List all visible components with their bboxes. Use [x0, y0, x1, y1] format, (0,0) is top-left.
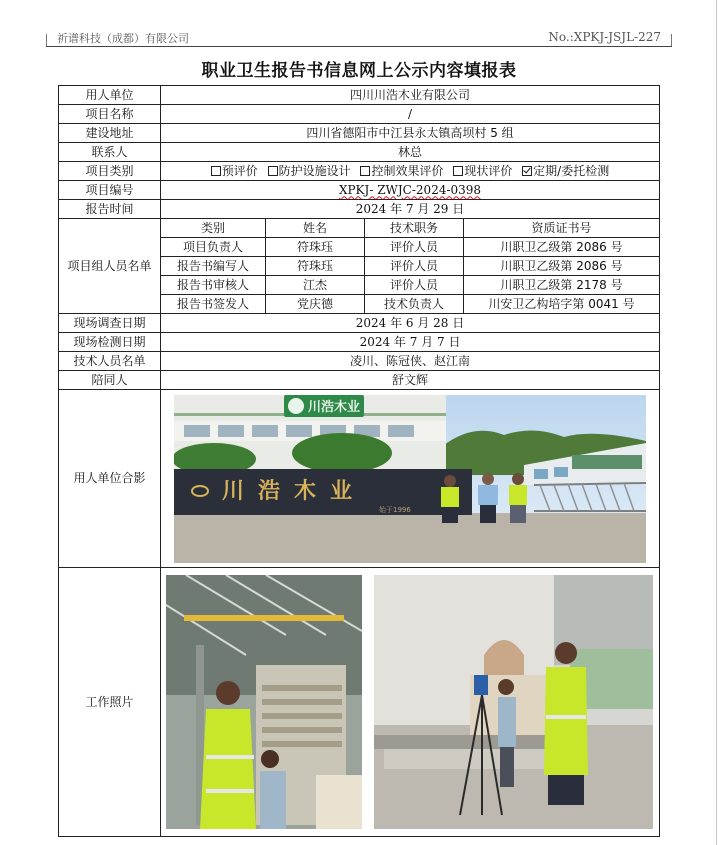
checkbox-icon[interactable] — [453, 166, 463, 176]
checkbox-icon[interactable] — [268, 166, 278, 176]
group-photo — [174, 395, 646, 563]
label-test-date: 现场检测日期 — [59, 333, 161, 352]
crop-mark-right — [671, 34, 672, 46]
work-photos-cell — [161, 568, 660, 837]
company-sign-subtext: 始于1996 — [379, 505, 411, 514]
label-category: 项目类别 — [59, 162, 161, 181]
member-role: 报告书编写人 — [161, 257, 266, 276]
member-name: 符珠珏 — [266, 257, 365, 276]
value-tech-staff: 凌川、陈冠侠、赵江南 — [161, 352, 660, 371]
header-doc-number: No.:XPKJ-JSJL-227 — [548, 30, 661, 44]
row-address — [59, 124, 660, 143]
member-name: 党庆德 — [266, 295, 365, 314]
row-employer — [59, 86, 660, 105]
member-cert: 川安卫乙构培字第 0041 号 — [464, 295, 660, 314]
label-report-time: 报告时间 — [59, 200, 161, 219]
value-survey-date: 2024 年 6 月 28 日 — [161, 314, 660, 333]
row-survey-date — [59, 314, 660, 333]
work-photo-1 — [166, 575, 362, 829]
row-team-header — [59, 219, 660, 238]
option-control-effect[interactable]: 控制效果评价 — [360, 164, 443, 178]
value-report-time: 2024 年 7 月 29 日 — [161, 200, 660, 219]
label-group-photo: 用人单位合影 — [59, 390, 161, 568]
row-test-date — [59, 333, 660, 352]
form-title: 职业卫生报告书信息网上公示内容填报表 — [201, 61, 517, 81]
member-cert: 川职卫乙级第 2178 号 — [464, 276, 660, 295]
value-project-name: / — [161, 105, 660, 124]
checkbox-icon[interactable] — [211, 166, 221, 176]
row-category — [59, 162, 660, 181]
work-photos-row — [161, 575, 659, 829]
member-title: 评价人员 — [365, 238, 464, 257]
label-work-photos: 工作照片 — [59, 568, 161, 837]
value-project-no — [161, 181, 660, 200]
label-team: 项目组人员名单 — [59, 219, 161, 314]
group-photo-cell — [161, 390, 660, 568]
member-role: 报告书审核人 — [161, 276, 266, 295]
label-escort: 陪同人 — [59, 371, 161, 390]
value-test-date: 2024 年 7 月 7 日 — [161, 333, 660, 352]
value-employer: 四川川浩木业有限公司 — [161, 86, 660, 105]
team-header-name: 姓名 — [266, 219, 365, 238]
member-cert: 川职卫乙级第 2086 号 — [464, 257, 660, 276]
project-no-text: XPKJ- ZWJC-2024-0398 — [338, 182, 482, 197]
member-cert: 川职卫乙级第 2086 号 — [464, 238, 660, 257]
label-address: 建设地址 — [59, 124, 161, 143]
member-role: 项目负责人 — [161, 238, 266, 257]
row-work-photos — [59, 568, 660, 837]
work-photo-2 — [374, 575, 653, 829]
team-header-cert: 资质证书号 — [464, 219, 660, 238]
row-tech-staff — [59, 352, 660, 371]
row-project-name — [59, 105, 660, 124]
row-escort — [59, 371, 660, 390]
team-header-title: 技术职务 — [365, 219, 464, 238]
crop-mark-left — [46, 34, 47, 46]
checkbox-icon[interactable] — [360, 166, 370, 176]
option-periodic-testing[interactable]: 定期/委托检测 — [522, 164, 609, 178]
member-name: 符珠珏 — [266, 238, 365, 257]
label-project-no: 项目编号 — [59, 181, 161, 200]
label-contact: 联系人 — [59, 143, 161, 162]
building-sign-text: 川浩木业 — [308, 399, 361, 415]
member-title: 评价人员 — [365, 276, 464, 295]
label-project-name: 项目名称 — [59, 105, 161, 124]
header-company: 祈谱科技（成都）有限公司 — [57, 32, 189, 45]
disclosure-form-table — [58, 85, 660, 837]
member-title: 评价人员 — [365, 257, 464, 276]
value-escort: 舒文辉 — [161, 371, 660, 390]
row-report-time — [59, 200, 660, 219]
team-header-category: 类别 — [161, 219, 266, 238]
option-pre-evaluation[interactable]: 预评价 — [211, 164, 258, 178]
option-protection-design[interactable]: 防护设施设计 — [268, 164, 351, 178]
category-options — [161, 162, 660, 181]
row-project-no — [59, 181, 660, 200]
value-address: 四川省德阳市中江县永太镇高坝村 5 组 — [161, 124, 660, 143]
option-status-evaluation[interactable]: 现状评价 — [453, 164, 512, 178]
company-sign-text: 川浩木业 — [222, 477, 367, 504]
member-role: 报告书签发人 — [161, 295, 266, 314]
row-contact — [59, 143, 660, 162]
label-tech-staff: 技术人员名单 — [59, 352, 161, 371]
row-group-photo — [59, 390, 660, 568]
member-name: 江杰 — [266, 276, 365, 295]
member-title: 技术负责人 — [365, 295, 464, 314]
header-rule — [46, 46, 672, 47]
label-employer: 用人单位 — [59, 86, 161, 105]
label-survey-date: 现场调查日期 — [59, 314, 161, 333]
value-contact: 林总 — [161, 143, 660, 162]
checkbox-checked-icon[interactable] — [522, 166, 532, 176]
